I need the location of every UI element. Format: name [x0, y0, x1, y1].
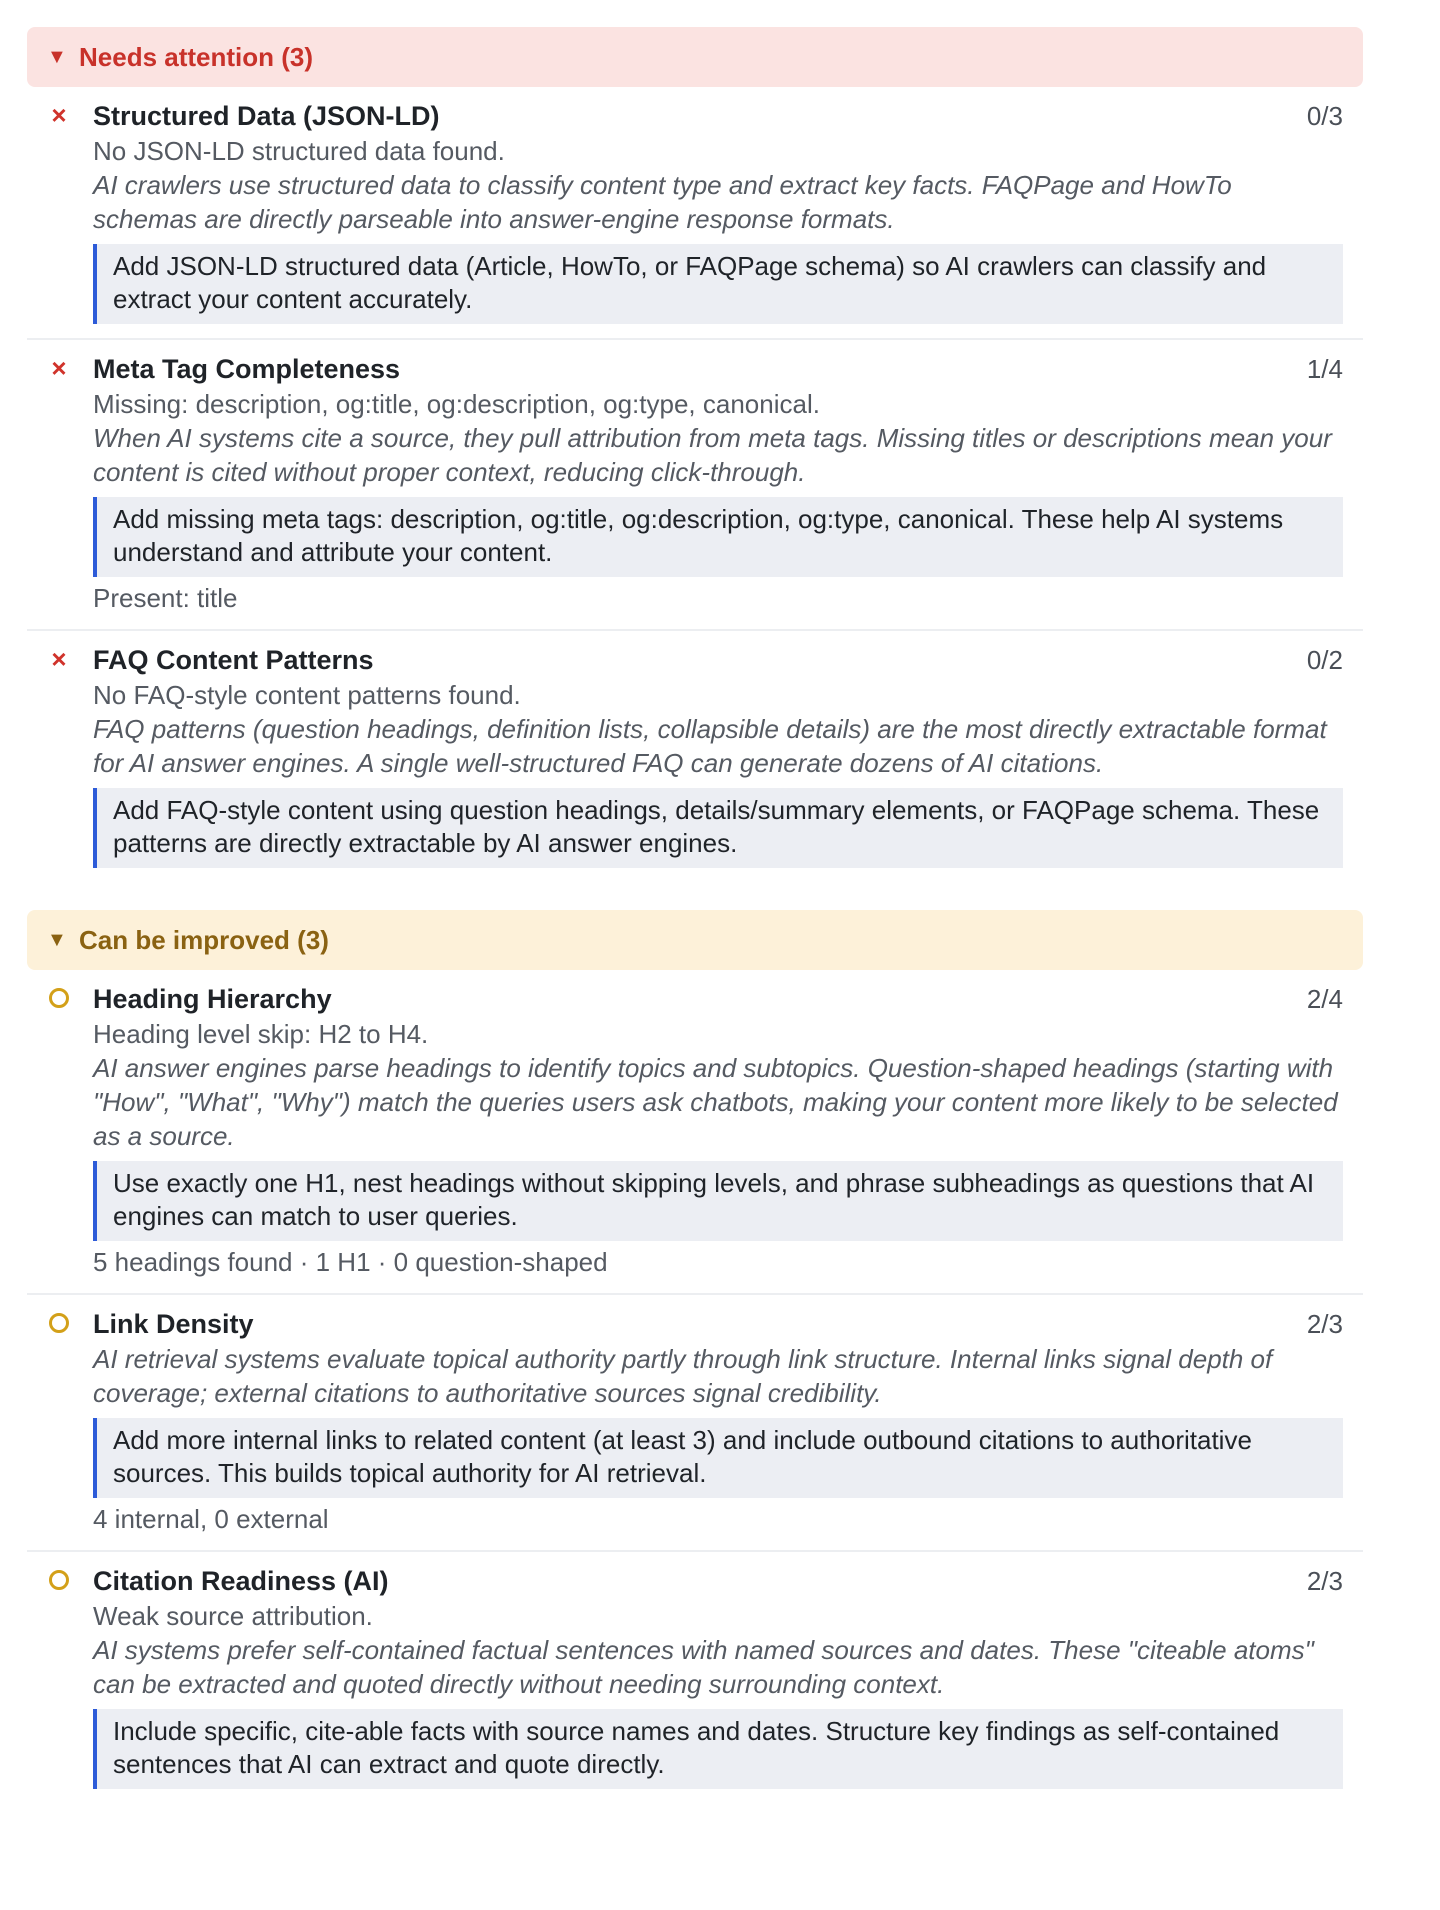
circle-outline-icon [49, 1313, 69, 1333]
check-extra-info: 4 internal, 0 external [93, 1504, 329, 1534]
check-title: Structured Data (JSON-LD) [93, 101, 440, 131]
check-rationale: AI answer engines parse headings to identify topics and subtopics. Question-shaped headings (starting with "How", "What", "Why") match the queries users ask chatbots, making your content more likely to be selected as a source. [93, 1053, 1338, 1151]
check-score: 2/3 [1306, 1566, 1343, 1596]
check-recommendation: Add FAQ-style content using question headings, details/summary elements, or FAQPage schema. These patterns are directly extractable by AI answer engines. [93, 788, 1343, 868]
check-title: Heading Hierarchy [93, 984, 332, 1014]
check-rationale: AI crawlers use structured data to classify content type and extract key facts. FAQPage and HowTo schemas are directly parseable into answer-engine response formats. [93, 170, 1232, 234]
x-icon: × [51, 353, 67, 383]
check-score: 2/3 [1306, 1309, 1343, 1339]
circle-outline-icon [49, 1570, 69, 1590]
check-recommendation: Use exactly one H1, nest headings without skipping levels, and phrase subheadings as questions that AI engines can match to user queries. [93, 1161, 1343, 1241]
check-score: 0/3 [1306, 101, 1343, 131]
check-item-citation-readiness [27, 1552, 1363, 1803]
check-recommendation: Add missing meta tags: description, og:title, og:description, og:type, canonical. These help AI systems understand and attribute your content. [93, 497, 1343, 577]
x-icon: × [51, 644, 67, 674]
check-item-heading-hierarchy [27, 970, 1363, 1295]
check-item-meta-tags [27, 340, 1363, 631]
group-label: Can be improved (3) [79, 924, 329, 955]
check-rationale: FAQ patterns (question headings, definition lists, collapsible details) are the most directly extractable format for AI answer engines. A single well-structured FAQ can generate dozens of AI citations. [93, 714, 1327, 778]
check-item-link-density [27, 1295, 1363, 1552]
check-extra-info: 5 headings found · 1 H1 · 0 question-shaped [93, 1247, 608, 1277]
check-title: Link Density [93, 1309, 254, 1339]
check-recommendation: Include specific, cite-able facts with source names and dates. Structure key findings as self-contained sentences that AI can extract and quote directly. [93, 1709, 1343, 1789]
group-toggle-can-be-improved[interactable] [27, 910, 1363, 970]
check-extra-info: Present: title [93, 583, 238, 613]
check-title: Meta Tag Completeness [93, 354, 401, 384]
check-item-structured-data [27, 87, 1363, 340]
check-rationale: AI retrieval systems evaluate topical authority partly through link structure. Internal links signal depth of coverage; external citations to authoritative sources signal credibility. [93, 1344, 1273, 1408]
check-rationale: AI systems prefer self-contained factual sentences with named sources and dates. These "citeable atoms" can be extracted and quoted directly without needing surrounding context. [93, 1635, 1314, 1699]
check-rationale: When AI systems cite a source, they pull attribution from meta tags. Missing titles or descriptions mean your content is cited without proper context, reducing click-through. [93, 423, 1332, 487]
check-score: 2/4 [1306, 984, 1343, 1014]
check-title: Citation Readiness (AI) [93, 1566, 389, 1596]
group-toggle-needs-attention[interactable] [27, 27, 1363, 87]
check-detail: Weak source attribution. [93, 1601, 373, 1631]
check-detail: Missing: description, og:title, og:description, og:type, canonical. [93, 389, 820, 419]
check-detail: No JSON-LD structured data found. [93, 136, 505, 166]
circle-outline-icon [49, 988, 69, 1008]
check-recommendation: Add JSON-LD structured data (Article, HowTo, or FAQPage schema) so AI crawlers can classify and extract your content accurately. [93, 244, 1343, 324]
audit-results [27, 27, 1363, 1803]
check-title: FAQ Content Patterns [93, 645, 374, 675]
check-detail: No FAQ-style content patterns found. [93, 680, 521, 710]
check-item-faq-patterns [27, 631, 1363, 882]
check-recommendation: Add more internal links to related content (at least 3) and include outbound citations to authoritative sources. This builds topical authority for AI retrieval. [93, 1418, 1343, 1498]
triangle-down-icon: ▼ [47, 928, 67, 951]
group-label: Needs attention (3) [79, 41, 314, 72]
check-score: 1/4 [1306, 354, 1343, 384]
check-detail: Heading level skip: H2 to H4. [93, 1019, 429, 1049]
x-icon: × [51, 100, 67, 130]
check-score: 0/2 [1306, 645, 1343, 675]
triangle-down-icon: ▼ [47, 45, 67, 68]
